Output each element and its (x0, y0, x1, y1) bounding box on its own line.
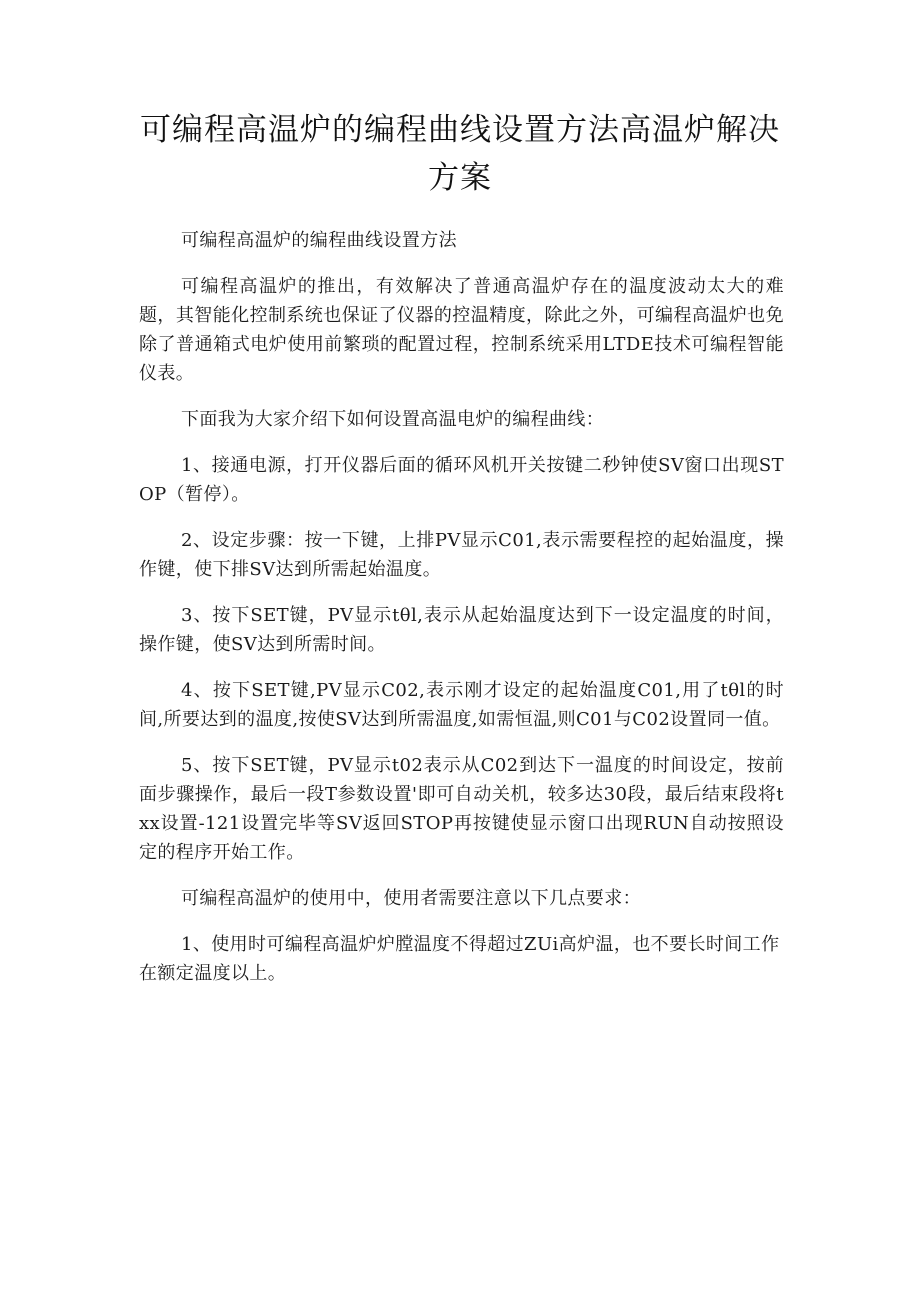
document-body (139, 226, 784, 1005)
paragraph-step-1: 1、接通电源，打开仪器后面的循环风机开关按键二秒钟使SV窗口出现STOP（暂停）。 (139, 455, 784, 505)
paragraph-subtitle: 可编程高温炉的编程曲线设置方法 (181, 230, 457, 251)
paragraph-note-1: 1、使用时可编程高温炉炉膛温度不得超过ZUi高炉温，也不要长时间工作在额定温度以上。 (139, 934, 780, 984)
document-title: 可编程高温炉的编程曲线设置方法高温炉解决方案 (140, 112, 780, 196)
paragraph-step-3: 3、按下SET键，PV显示tθl,表示从起始温度达到下一设定温度的时间，操作键，使SV达到所需时间。 (139, 605, 784, 655)
paragraph-step-4: 4、按下SET键,PV显示C02,表示刚才设定的起始温度C01,用了tθl的时间,所要达到的温度,按使SV达到所需温度,如需恒温,则C01与C02设置同一值。 (139, 680, 784, 730)
paragraph-step-5: 5、按下SET键，PV显示t02表示从C02到达下一温度的时间设定，按前面步骤操作，最后一段T参数设置'即可自动关机，较多达30段，最后结束段将txx设置-121设置完毕等SV返回STOP再按键使显示窗口出现RUN自动按照设定的程序开始工作。 (139, 755, 784, 863)
paragraph-lead-in: 下面我为大家介绍下如何设置高温电炉的编程曲线： (181, 409, 605, 430)
paragraph-intro: 可编程高温炉的推出，有效解决了普通高温炉存在的温度波动太大的难题，其智能化控制系统也保证了仪器的控温精度，除此之外，可编程高温炉也免除了普通箱式电炉使用前繁琐的配置过程，控制系统采用LTDE技术可编程智能仪表。 (139, 276, 784, 384)
paragraph-usage-notes: 可编程高温炉的使用中，使用者需要注意以下几点要求： (181, 888, 641, 909)
paragraph-step-2: 2、设定步骤：按一下键，上排PV显示C01,表示需要程控的起始温度，操作键，使下排SV达到所需起始温度。 (139, 530, 784, 580)
